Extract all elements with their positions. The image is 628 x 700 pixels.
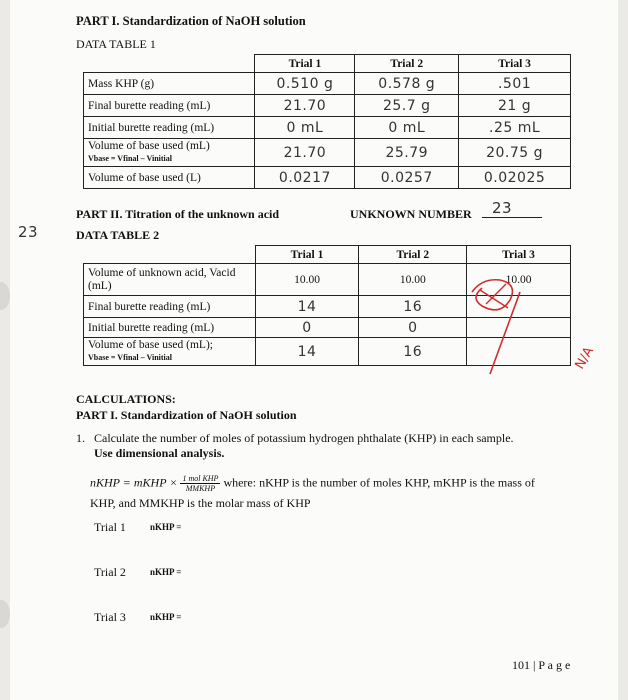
value-cell: 14 [255, 338, 359, 366]
table1-header-row [84, 55, 571, 73]
table1-row [84, 73, 571, 95]
value-cell: 21 g [459, 95, 571, 117]
row-label: Final burette reading (mL) [84, 95, 255, 117]
question-instruction: Use dimensional analysis. [94, 446, 225, 460]
table1-row [84, 95, 571, 117]
formula-where-continued: KHP, and MMKHP is the molar mass of KHP [90, 496, 311, 510]
trial3-label: Trial 3 [94, 610, 126, 624]
value-cell: 25.7 g [355, 95, 459, 117]
unknown-number-label: UNKNOWN NUMBER [350, 207, 472, 221]
table1-row [84, 139, 571, 167]
table2-title: DATA TABLE 2 [76, 228, 160, 242]
table2-header-cell: Trial 1 [255, 246, 359, 264]
table1-corner [84, 55, 255, 73]
trial1-var: nKHP = [150, 522, 182, 532]
row-label: Mass KHP (g) [84, 73, 255, 95]
row-label: Volume of base used (L) [84, 167, 255, 189]
table2-header-cell: Trial 3 [467, 246, 571, 264]
formula-denominator: MMKHP [185, 484, 216, 493]
red-strike-mark [460, 270, 620, 390]
value-cell: 16 [359, 296, 467, 318]
value-cell: 25.79 [355, 139, 459, 167]
value-cell: 0.0217 [255, 167, 355, 189]
row-label: Initial burette reading (mL) [84, 318, 256, 338]
red-scribble-circle [472, 280, 512, 310]
value-cell: 0 [359, 318, 467, 338]
unknown-number-value: 23 [492, 199, 513, 217]
row-sublabel: Vbase = Vfinal – Vinitial [88, 353, 172, 362]
table2-header-row [84, 246, 571, 264]
value-cell: 21.70 [255, 95, 355, 117]
value-cell: .501 [459, 73, 571, 95]
formula-left: nKHP = mKHP × [90, 475, 178, 490]
table1-header-cell: Trial 1 [255, 55, 355, 73]
value-cell: 0 [255, 318, 359, 338]
value-cell: 0 mL [355, 117, 459, 139]
formula-where: where: nKHP is the number of moles KHP, mKHP is the mass of [223, 475, 535, 490]
value-cell: 14 [255, 296, 359, 318]
table1-row [84, 167, 571, 189]
trial2-var: nKHP = [150, 567, 182, 577]
formula-line [90, 474, 535, 493]
margin-number: 23 [18, 223, 39, 241]
trial2-label: Trial 2 [94, 565, 126, 579]
page-number: 101 | P a g e [512, 658, 571, 672]
row-sublabel: Vbase = Vfinal – Vinitial [88, 154, 172, 163]
row-label-main: Volume of base used (mL) [88, 140, 210, 152]
value-cell: 16 [359, 338, 467, 366]
value-cell: 10.00 [467, 264, 571, 296]
table1-title: DATA TABLE 1 [76, 37, 156, 51]
binder-hole [0, 282, 10, 310]
row-label-main: Volume of base used (mL); [88, 339, 213, 351]
row-label: Volume of unknown acid, Vacid (mL) [84, 264, 256, 296]
table1-header-cell: Trial 2 [355, 55, 459, 73]
value-cell: 20.75 g [459, 139, 571, 167]
worksheet-page [10, 0, 618, 700]
red-diagonal-line [490, 292, 520, 374]
row-label: Final burette reading (mL) [84, 296, 256, 318]
formula-numerator: 1 mol KHP [182, 474, 219, 483]
question-number: 1. [76, 431, 85, 445]
trial3-var: nKHP = [150, 612, 182, 622]
row-label [84, 139, 255, 167]
red-scribble-cross [480, 284, 508, 308]
row-label [84, 338, 256, 366]
unknown-number-line [482, 217, 542, 218]
formula-fraction [180, 474, 220, 493]
value-cell: .25 mL [459, 117, 571, 139]
calculations-heading: CALCULATIONS: [76, 392, 176, 406]
binder-hole [0, 600, 10, 628]
question-text: Calculate the number of moles of potassium hydrogen phthalate (KHP) in each sample. [94, 431, 514, 445]
table1-header-cell: Trial 3 [459, 55, 571, 73]
part1-title: PART I. Standardization of NaOH solution [76, 14, 306, 28]
value-cell: 0.578 g [355, 73, 459, 95]
value-cell: 10.00 [255, 264, 359, 296]
value-cell: 0 mL [255, 117, 355, 139]
red-margin-note: N/A [572, 344, 597, 372]
value-cell: 0.02025 [459, 167, 571, 189]
table1-row [84, 117, 571, 139]
value-cell: 10.00 [359, 264, 467, 296]
trial1-label: Trial 1 [94, 520, 126, 534]
value-cell: 0.0257 [355, 167, 459, 189]
value-cell: 0.510 g [255, 73, 355, 95]
table2-header-cell: Trial 2 [359, 246, 467, 264]
value-cell: 21.70 [255, 139, 355, 167]
data-table-1 [83, 54, 571, 189]
part2-title: PART II. Titration of the unknown acid [76, 207, 280, 221]
table2-corner [84, 246, 256, 264]
calculations-part-title: PART I. Standardization of NaOH solution [76, 408, 297, 422]
row-label: Initial burette reading (mL) [84, 117, 255, 139]
